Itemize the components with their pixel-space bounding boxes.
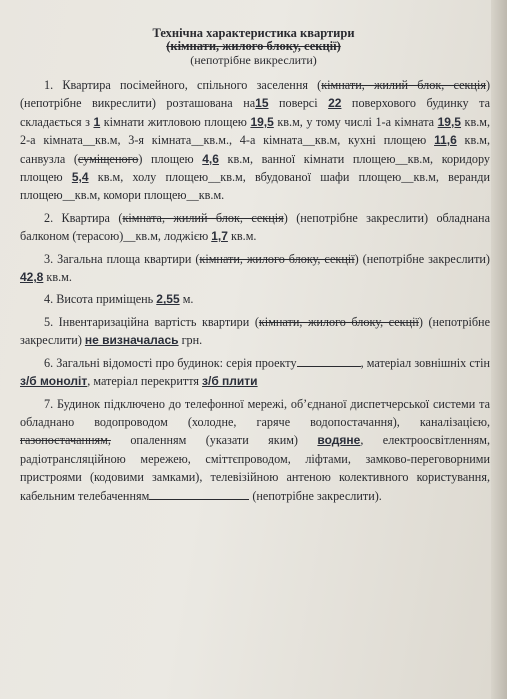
paragraph-3	[20, 250, 490, 287]
p3-text: 3. Загальна площа квартири (	[44, 251, 200, 266]
p3-text: кв.м.	[46, 270, 72, 285]
p4-text: м.	[182, 292, 194, 307]
paragraph-4	[20, 290, 490, 308]
p5-text: ) (непотрібне закреслити)	[20, 314, 490, 348]
p6-text: , матеріал зовнішніх стін	[360, 355, 490, 370]
paragraph-7	[20, 395, 490, 505]
p6-text: , матеріал перекриття	[87, 374, 199, 389]
p2-text: ) (непотрібне закреслити) обладнана балконом (терасою)__кв.м, лоджією	[20, 210, 490, 244]
p5-text: 5. Інвентаризаційна вартість квартири (	[44, 314, 259, 329]
p2-strike: кімната, жилий блок, секція	[122, 210, 284, 225]
document-title: Технічна характеристика квартири	[152, 26, 355, 40]
p1-text: кімнати житловою площею	[103, 114, 247, 129]
page-edge	[491, 0, 507, 699]
document-body	[20, 76, 490, 509]
p4-text: 4. Висота приміщень	[44, 292, 154, 307]
p1-text: кв.м, 2-а кімната__кв.м, 3-я кімната__кв.м., 4-а кімната__кв.м, кухні площею	[20, 114, 491, 148]
p1-text: поверсі	[278, 96, 318, 111]
p7-text: , електроосвітленням, радіотрансляційною мережею, сміттєпроводом, ліфтами, замково-переговорними пристроями (кодовими замками), телевізійною антеною колективного користування, кабельним телебаченням	[20, 433, 490, 503]
p1-text: ) (непотрібне викреслити) розташована на	[20, 78, 491, 111]
paragraph-5	[20, 313, 490, 350]
floors-material-value: з/б плити	[202, 374, 258, 389]
p7-text: опаленням (указати яким)	[130, 433, 298, 448]
p3-text: ) (непотрібне закреслити)	[354, 251, 490, 266]
paragraph-6	[20, 354, 490, 391]
p2-text: кв.м.	[230, 229, 257, 244]
living-area-value: 19,5	[250, 114, 274, 129]
p7-text: (непотрібне закреслити).	[252, 488, 382, 503]
paragraph-2	[20, 209, 490, 246]
p1-strike-2: суміщеного	[77, 151, 139, 166]
p5-strike: кімнати, жилого блоку, секції	[258, 314, 419, 329]
p7-strike: газопостачанням,	[20, 433, 111, 448]
p1-text: кв.м, у тому числі 1-а кімната	[277, 114, 435, 129]
heating-type-value: водяне	[317, 433, 361, 448]
p6-text: 6. Загальні відомості про будинок: серія проекту	[44, 355, 297, 370]
floor-value: 15	[255, 96, 269, 111]
p1-text: ) площею	[138, 151, 194, 166]
total-area-value: 42,8	[20, 270, 44, 285]
corridor-area-value: 5,4	[71, 170, 89, 185]
inventory-value: не визначалась	[84, 333, 179, 348]
cable-tv-blank	[149, 489, 249, 500]
kitchen-area-value: 11,6	[434, 133, 457, 148]
p7-text: 7. Будинок підключено до телефонної мережі, об’єднаної диспетчерської системи та обладнано водопроводом (холодне, гаряче водопостачання), каналізацією,	[20, 396, 490, 429]
paragraph-1	[20, 76, 490, 205]
p5-text: грн.	[181, 333, 203, 348]
bathroom-area-value: 4,6	[202, 151, 219, 166]
room1-area-value: 19,5	[437, 114, 461, 129]
p1-strike-1: кімнати, жилий блок, секція	[321, 78, 486, 92]
document-subtitle: (кімнати, жилого блоку, секції)	[166, 39, 341, 53]
p1-text: кв.м, холу площею__кв.м, вбудованої шафи площею__кв.м, веранди площею__кв.м, комори площею__кв.м.	[20, 170, 491, 203]
project-series-blank	[297, 356, 361, 367]
ceiling-height-value: 2,55	[156, 292, 180, 307]
rooms-value: 1	[93, 114, 101, 129]
floors-count-value: 22	[328, 96, 342, 111]
p1-text: поверхового будинку та складається з	[20, 96, 490, 129]
p1-text: 1. Квартира посімейного, спільного заселення (	[44, 78, 322, 92]
loggia-area-value: 1,7	[211, 229, 228, 244]
p1-text: кв.м, ванної кімнати площею__кв.м, коридору площею	[20, 151, 491, 185]
p2-text: 2. Квартира (	[44, 210, 123, 225]
p1-text: кв.м, санвузла (	[20, 133, 491, 166]
document-note: (непотрібне викреслити)	[190, 53, 317, 67]
p3-strike: кімнати, жилого блоку, секції	[199, 251, 355, 266]
walls-material-value: з/б моноліт	[20, 374, 88, 389]
